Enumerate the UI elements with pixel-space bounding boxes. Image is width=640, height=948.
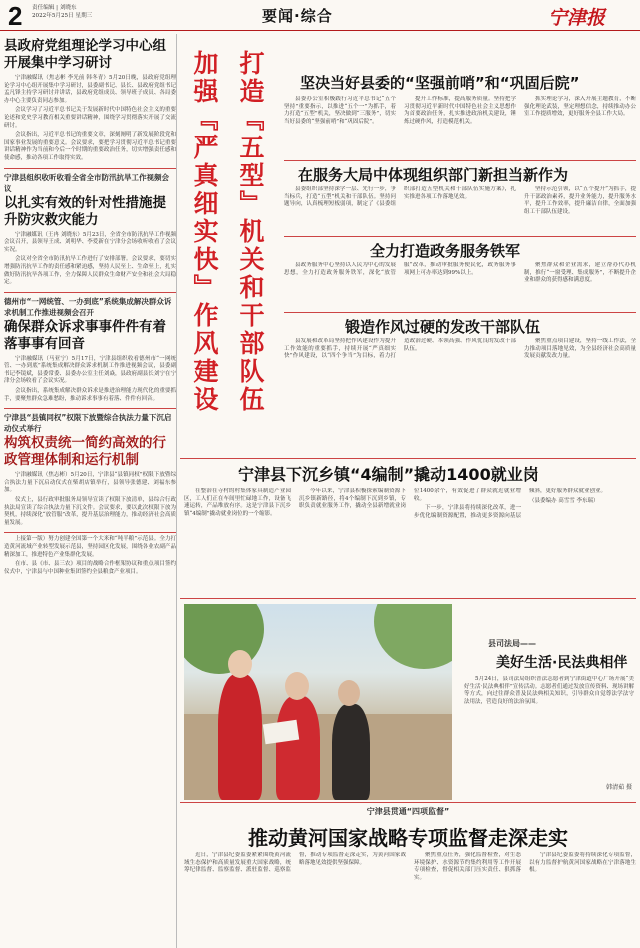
resident-head [338,680,360,706]
article-paragraph: 坚持示范引领，以“五个提升”为抓手，提升干部政治素养，提升业务能力，提升服务水平，提升工作效率，提升廉洁自律，全面加强组工干部队伍建设。 [524,186,636,215]
section-body-4 [284,338,636,398]
section-body-3 [284,262,636,314]
article-paragraph: 聚焦重点项目建设，坚持一线工作法，全力推动项目落地见效，为全县经济社会高质量发展贡献发改力量。 [524,338,636,360]
caption-kicker: 县司法局—— [488,639,536,648]
article-paragraph: 会议对全省全市防汛抗旱工作进行了安排部署。会议要求，要切实增强防汛抗旱工作的责任感和紧迫感，坚持人民至上、生命至上，扎实做好防汛抗旱各项工作，全力保障人民群众生命财产安全和社会大局稳定。 [4,256,176,286]
article-paragraph: 上接第一版）努力创建全国第一个大米和“吨半粮”示范县。全力打造黄河流域产业转型发展示范县，坚持园区化发展，围绕各业农副产品精深加工，推进特色产业集群化发展。 [4,536,176,558]
article-credit: （县委编办 高雪雪 李东瑞） [529,497,599,504]
left-article-3 [4,292,176,404]
caption-body: 5月24日，县司法局组织普法志愿者到宁津街道中心广场开展“美好生活·民法典相伴”宣传活动。志愿者们通过发放宣传资料、现场讲解等方式，向过往群众普及民法典相关知识，引导群众自觉尊法学法守法用法，营造良好的法治氛围。 [464,676,634,705]
article-paragraph: 县发展和改革局坚持把作风建设作为提升工作效能的重要抓手，持续开展“严真细实快”作风建设，以“四个争当”为目标，着力打造政治过硬、本领高强、作风优良的发改干部队伍。 [284,338,516,360]
newspaper-logo: 宁津报 [548,7,606,29]
volunteer-figure [218,674,262,800]
divider [180,458,636,459]
editor-line: 责任编辑 | 刘晓东 [32,5,77,11]
bottom-heading: 推动黄河国家战略专项监督走深走实 [248,826,568,850]
article-paragraph: 县委办公室积极践行习近平总书记“五个坚持”重要指示，以推进“五个一”为抓手，着力打造“五型”机关，坚决做到“三服务”，切实当好县委的“坚强前哨”和“巩固后院”。 [284,96,396,125]
page-number: 2 [8,1,23,31]
feature-title-line-2: 加强『严真细实快』作风建设 [190,50,219,414]
article-title: 县政府党组理论学习中心组开展集中学习研讨 [4,38,166,71]
article-paragraph: 县政务服务中心坚持以人民为中心的发展思想，全力打造政务服务铁军，深化“放管服”改革，推动审批服务便民化，政务服务事项网上可办率达到99%以上。 [284,262,516,276]
article-paragraph: 会议指出，习近平总书记的重要文章，深刻阐明了新发展阶段党和国家事业发展的重要意义。会议要求，要把学习贯彻习近平总书记重要讲话精神作为当前和今后一个时期的重要政治任务，切实增强责任感和使命感，推动各项工作取得实效。 [4,132,176,161]
jobs-body [184,488,636,592]
left-article-5 [4,532,176,576]
article-kicker: 宁津县组织收听收看全省全市防汛抗旱工作视频会议 [4,172,169,193]
article-paragraph: 聚焦群众和企业需求，建立帮办代办机制，推行“一窗受理、集成服务”，不断提升企业和群众的获得感和满意度。 [524,262,636,284]
section-title: 要闻·综合 [262,7,333,25]
feature-title-line-1: 打造『五型』机关和干部队伍 [236,50,265,414]
article-kicker: 宁津县“县镇同权”权限下放暨综合执法力量下沉启动仪式举行 [4,413,172,434]
article-paragraph: 宁津融媒讯（王冉 刘晓东）5月23日，全省全市防汛抗旱工作视频会议召开，县领导王成、刘明华、李爱新在宁津分会场收听收看了会议实况。 [4,231,176,253]
article-paragraph: 下一步，宁津县将持续深化改革，进一步优化编制资源配置，推动更多资源向基层倾斜，更好服务群众就业创业。 [414,488,607,519]
article-paragraph: 宁津融媒讯（马亚宁）5月17日，宁津县组织收看德州市“一网统管、一办到底”系统集成解决群众诉求机制工作推进视频会议，县委副书记李镜斌，县委常委、县委办公室主任刘焱，县政府副县长刘宁在宁津分会场收看了会议实况。 [4,355,176,385]
article-paragraph: 宁津融媒讯（焦志彬）5月20日，宁津县“县镇同权”权限下放暨综合执法力量下沉启动仪式在柴胡店镇举行，县领导张德建、刘福东参加。 [4,472,176,494]
tree-shape [374,604,452,669]
volunteer-head [228,650,252,678]
article-title: 确保群众诉求事事件件有着落事事有回音 [4,318,166,352]
volunteer-head [285,672,309,700]
section-heading-3: 全力打造政务服务铁军 [370,242,521,260]
section-heading-2: 在服务大局中体现组织部门新担当新作为 [298,166,569,184]
article-paragraph: 聚焦重点任务，强化监督检查，对生态环境保护、水资源节约集约利用等工作开展专项检查，督促相关部门压实责任、狠抓落实。 [414,852,521,881]
date-line: 2022年5月25日 星期三 [32,13,93,19]
article-paragraph: 县委组织部坚持深学一层、先行一步，争当标兵，打造“五型”机关和干部队伍。坚持问题导向，认真梳理短板弱项，制定了《县委组织部打造五型机关和干部队伍实施方案》，扎实推进各项工作落地见效。 [284,186,516,208]
feature-title [180,50,275,455]
resident-figure [332,704,370,800]
article-paragraph: 会议学习了习近平总书记关于发展新时代中国特色社会主义的重要论述和党史学习教育相关重要讲话精神，围绕学习贯彻落实开展了交流研讨。 [4,107,176,129]
left-article-4 [4,408,176,527]
article-paragraph: 在整治在寺村的村集体家具制造产业园区，工人们正在车间里忙碌地工作，设备飞速运转，产品堆放有序。这是宁津县下沉乡镇“4编制”撬动就业岗位的一个缩影。 [184,488,291,517]
article-paragraph: 宁津县纪委监委将持续深化专项监督，以有力监督护航黄河国家战略在宁津落地生根。 [529,852,636,874]
section-heading-4: 锻造作风过硬的发改干部队伍 [345,318,541,336]
header-meta [32,4,92,20]
caption-title: 美好生活·民法典相伴 [496,655,628,671]
photo-caption [460,604,636,800]
article-kicker: 德州市“一网统管、一办到底”系统集成解决群众诉求机制工作推进视频会召开 [4,296,172,317]
article-paragraph: 在市、县《市、县三农》项目的战略合作框架协议和重点项目签约仪式中，宁津县与中国种业集团签约全县粮食产业项目。 [4,561,176,575]
article-paragraph: 提升工作标准，提高服务质量。坚持把学习贯彻习近平新时代中国特色社会主义思想作为首要政治任务，扎实推进政治机关建设，锤炼过硬作风，打造模范机关。 [404,96,516,125]
bottom-body [184,852,636,946]
section-body-2 [284,186,636,238]
article-paragraph: 会议指出，系统集成解决群众诉求是推进治理能力现代化的重要抓手，要聚焦群众急难愁盼，推动诉求事事有着落、件件有回音。 [4,388,176,402]
tree-shape [184,604,264,674]
left-article-2 [4,168,176,287]
section-body-1 [284,96,636,162]
section-heading-1: 坚决当好县委的“坚强前哨”和“巩固后院” [300,74,580,92]
page-header [0,0,640,31]
bottom-kicker: 宁津县贯通“四项监督” [366,807,450,816]
divider [284,236,636,237]
article-paragraph: 抓实理论学习，深入开展主题教育，不断强化理论武装，坚定理想信念，持续推动办公室工作提质增效，更好服务全县工作大局。 [524,96,636,118]
article-paragraph: 今年以来，宁津县积极探索编制资源下沉乡镇新路径，将4个编制下沉到乡镇，专职负责就业服务工作，撬动全县新增就业岗位1400余个，有效促进了群众就近就业增收。 [299,488,521,510]
photo-credit: 韩清茹 摄 [606,784,632,791]
divider [284,312,636,313]
article-paragraph: 近日，宁津县纪委监委紧紧围绕黄河流域生态保护和高质量发展重大国家战略，统筹纪律监督、监察监督、派驻监督、巡察监督，推动专项监督走深走实，为黄河国家战略落地见效提供坚强保障。 [184,852,406,874]
news-photo [184,604,452,800]
jobs-heading: 宁津县下沉乡镇“4编制”撬动1400就业岗 [238,465,539,484]
left-article-1 [4,34,176,163]
volunteer-figure [276,696,320,800]
divider [180,598,636,599]
divider [180,802,636,803]
left-column [4,34,177,948]
article-paragraph: 仪式上，县行政审批服务局领导宣读了权限下放清单，县综合行政执法局宣读了综合执法力量下沉文件。会议要求，要以此次权限下放为契机，持续深化“放管服”改革，提升基层治理能力，推动经济社会高质量发展。 [4,497,176,526]
article-paragraph: 宁津融媒讯（焦志彬 李光前 韩冬青）5月20日晚，县政府党组理论学习中心组开展集中学习研讨，县委副书记、县长、县政府党组书记孟凡锋主持学习研讨并讲话，县政府党组成员、领导班子成员、各局委办中心主要负责同志参加。 [4,75,176,104]
divider [284,160,636,161]
article-title: 以扎实有效的针对性措施提升防灾救灾能力 [4,194,166,228]
article-title: 构筑权责统一简约高效的行政管理体制和运行机制 [4,435,166,469]
